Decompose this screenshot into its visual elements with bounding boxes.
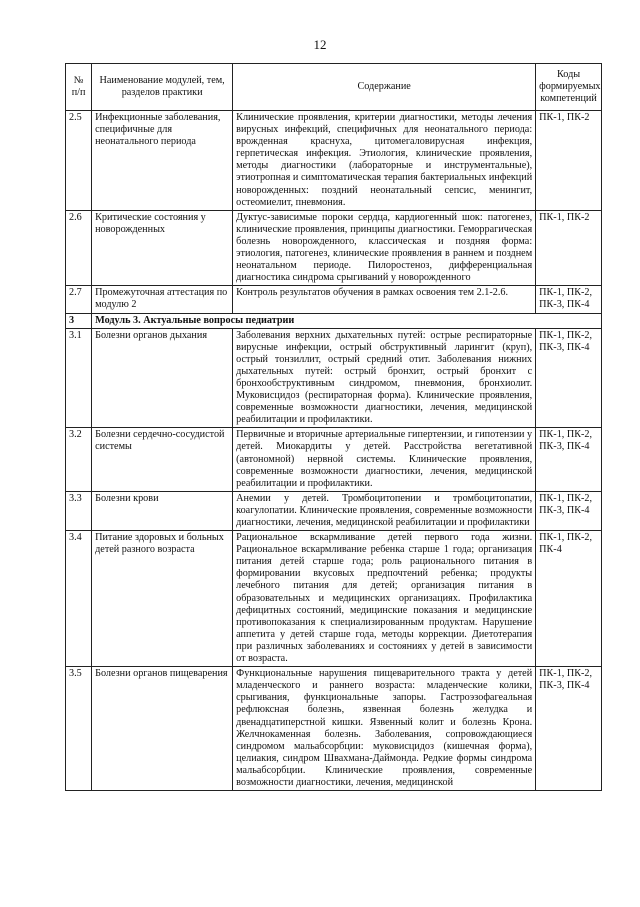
table-row xyxy=(66,328,602,428)
page-number: 12 xyxy=(313,37,327,52)
module-title: Модуль 3. Актуальные вопросы педиатрии xyxy=(92,313,602,328)
row-content: Заболевания верхних дыхательных путей: острые респираторные вирусные инфекции, острый обструктивный ларингит (круп), острый тонзиллит, острый средний отит. Заболевания нижних дыхательных путей: острый бронхит, острый бронхит с бронхообструктивным синдромом, пневмония, бронхиолит. Муковисцидоз (респираторная форма). Клинические проявления, современные возможности диагностики, лечения, медицинской реабилитации и профилактики. xyxy=(233,328,536,428)
table-row xyxy=(66,286,602,313)
row-content: Первичные и вторичные артериальные гипертензии, и гипотензии у детей. Миокардиты у детей. Расстройства вегетативной (автономной) нервной системы. Клинические проявления, современные возможности диагностики, лечения, медицинской реабилитации и профилактики. xyxy=(233,428,536,491)
row-num: 3.3 xyxy=(66,491,92,530)
table-row xyxy=(66,210,602,286)
row-codes: ПК-1, ПК-2, ПК-3, ПК-4 xyxy=(536,286,602,313)
row-content: Дуктус-зависимые пороки сердца, кардиогенный шок: патогенез, клинические проявления, принципы диагностики. Геморрагическая болезнь новорожденного, классическая и поздняя форма: этиология, патогенез, клинические проявления в раннем и позднем неонатальном периоде. Пилоростеноз, дифференциальная диагностика синдрома срыгиваний у новорожденного xyxy=(233,210,536,286)
table-row xyxy=(66,531,602,667)
module-num: 3 xyxy=(66,313,92,328)
row-name: Болезни крови xyxy=(92,491,233,530)
header-codes: Коды формируемых компетенций xyxy=(536,64,602,111)
row-content: Рациональное вскармливание детей первого года жизни. Рациональное вскармливание ребенка старше 1 года; организация питания детей старше года; роль рационального питания в формировании вкусовых предпочтений ребенка; продукты лечебного питания для детей; организация питания в образовательных и медицинских организациях. Профилактика дефицитных состояний, медицинские показания и медицинские противопоказания к специализированным продуктам. Нарушение аппетита у детей старше года, методы коррекции. Диетотерапия при различных заболеваниях и состояниях у детей в зависимости от возраста. xyxy=(233,531,536,667)
row-content: Клинические проявления, критерии диагностики, методы лечения вирусных инфекций, специфичных для неонатального периода: врожденная краснуха, цитомегаловирусная инфекция, герпетическая инфекция. Этиология, клинические проявления, методы диагностики (лабораторные и инструментальные), этиотропная и симптоматическая терапия бактериальных инфекций новорожденных: поздний неонатальный сепсис, менингит, остеомиелит, пневмония. xyxy=(233,111,536,211)
row-codes: ПК-1, ПК-2, ПК-3, ПК-4 xyxy=(536,491,602,530)
row-content: Контроль результатов обучения в рамках освоения тем 2.1-2.6. xyxy=(233,286,536,313)
row-num: 3.1 xyxy=(66,328,92,428)
module-row xyxy=(66,313,602,328)
row-codes: ПК-1, ПК-2, ПК-4 xyxy=(536,531,602,667)
row-num: 2.7 xyxy=(66,286,92,313)
curriculum-table xyxy=(65,63,602,791)
row-name: Болезни сердечно-сосудистой системы xyxy=(92,428,233,491)
row-name: Инфекционные заболевания, специфичные для неонатального периода xyxy=(92,111,233,211)
row-codes: ПК-1, ПК-2, ПК-3, ПК-4 xyxy=(536,428,602,491)
row-content: Анемии у детей. Тромбоцитопении и тромбоцитопатии, коагулопатии. Клинические проявления, современные возможности диагностики, лечения, медицинской реабилитации и профилактики xyxy=(233,491,536,530)
row-num: 3.4 xyxy=(66,531,92,667)
table-row xyxy=(66,111,602,211)
row-num: 3.5 xyxy=(66,667,92,791)
header-num: № п/п xyxy=(66,64,92,111)
row-num: 2.5 xyxy=(66,111,92,211)
row-num: 2.6 xyxy=(66,210,92,286)
row-codes: ПК-1, ПК-2, ПК-3, ПК-4 xyxy=(536,667,602,791)
row-codes: ПК-1, ПК-2, ПК-3, ПК-4 xyxy=(536,328,602,428)
row-name: Болезни органов пищеварения xyxy=(92,667,233,791)
table-row xyxy=(66,428,602,491)
table-row xyxy=(66,667,602,791)
row-num: 3.2 xyxy=(66,428,92,491)
header-content: Содержание xyxy=(233,64,536,111)
table-row xyxy=(66,491,602,530)
row-name: Промежуточная аттестация по модулю 2 xyxy=(92,286,233,313)
header-name: Наименование модулей, тем, разделов практики xyxy=(92,64,233,111)
row-name: Питание здоровых и больных детей разного возраста xyxy=(92,531,233,667)
row-codes: ПК-1, ПК-2 xyxy=(536,210,602,286)
row-content: Функциональные нарушения пищеварительного тракта у детей младенческого и раннего возраста: младенческие колики, срыгивания, функциональные запоры. Гастроэзофагеальная рефлюксная болезнь, язвенная болезнь желудка и двенадцатиперстной кишки. Язвенный колит и болезнь Крона. Желчнокаменная болезнь. Заболевания, сопровождающиеся синдромом мальабсорбции: муковисцидоз (кишечная форма), целиакия, синдром Швахмана-Даймонда. Редкие формы синдрома мальабсорбции. Клинические проявления, современные возможности диагностики, лечения, медицинской xyxy=(233,667,536,791)
row-name: Критические состояния у новорожденных xyxy=(92,210,233,286)
table-header-row xyxy=(66,64,602,111)
row-codes: ПК-1, ПК-2 xyxy=(536,111,602,211)
row-name: Болезни органов дыхания xyxy=(92,328,233,428)
